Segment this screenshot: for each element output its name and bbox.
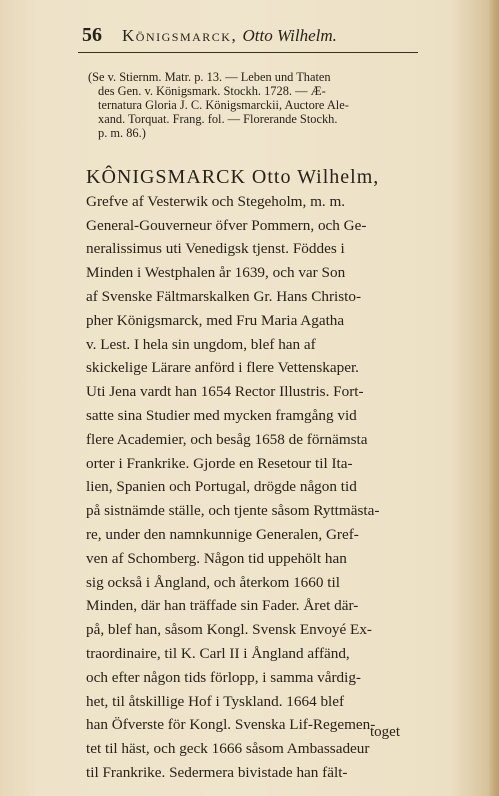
entry-line: ven af Schomberg. Någon tid uppehölt han: [86, 549, 347, 567]
entry-line: på, blef han, såsom Kongl. Svensk Envoyé Ex-: [86, 621, 372, 639]
entry-line: sig också i Ångland, och återkom 1660 til: [86, 573, 340, 591]
entry-line: flere Academier, och besåg 1658 de förnämsta: [86, 430, 368, 448]
entry-line: satte sina Studier med mycken framgång vid: [86, 406, 357, 424]
entry-heading: KÔNIGSMARCK Otto Wilhelm,: [86, 166, 380, 188]
entry-line: re, under den namnkunnige Generalen, Gref-: [86, 525, 359, 543]
note-line: ternatura Gloria J. C. Königsmarckii, Auctore Ale-: [98, 98, 349, 112]
entry-line: pher Königsmarck, med Fru Maria Agatha: [86, 311, 345, 329]
reference-note: [88, 70, 410, 140]
entry-line: han Öfverste för Kongl. Svenska Lif-Regemen-: [86, 716, 376, 734]
entry-line: General-Gouverneur öfver Pommern, och Ge-: [86, 216, 367, 234]
entry-line: til Frankrike. Sedermera bivistade han fält-: [86, 763, 348, 781]
page-header: [82, 22, 412, 50]
entry-line: v. Lest. I hela sin ungdom, blef han af: [86, 335, 316, 353]
note-line: p. m. 86.): [98, 126, 146, 140]
page-number: 56: [82, 24, 102, 46]
entry-line: och efter någon tids förlopp, i samma vårdig-: [86, 668, 361, 686]
running-title-given-names: Otto Wilhelm.: [242, 26, 337, 45]
entry-line: på sistnämde ställe, och tjente såsom Ryttmästa-: [86, 502, 380, 520]
entry-line: het, til åtskillige Hof i Tyskland. 1664 blef: [86, 692, 345, 710]
catchword: toget: [370, 724, 400, 740]
running-title-name: Königsmarck,: [122, 26, 238, 45]
entry-line: Minden, där han träffade sin Fader. Året där-: [86, 597, 359, 615]
entry-line: skickelige Lärare anförd i flere Vettenskaper.: [86, 359, 359, 377]
page-edge: [489, 0, 499, 796]
entry-line: Uti Jena vardt han 1654 Rector Illustris. Fort-: [86, 383, 364, 401]
note-line: des Gen. v. Königsmark. Stockh. 1728. — Æ-: [98, 84, 326, 98]
note-line: (Se v. Stiernm. Matr. p. 13. — Leben und Thaten: [88, 70, 331, 84]
entry-line: Minden i Westphalen år 1639, och var Son: [86, 264, 346, 282]
running-title: [122, 26, 337, 46]
entry-line: af Svenske Fältmarskalken Gr. Hans Christo-: [86, 287, 362, 305]
entry-line: neralissimus uti Venedigsk tjenst. Föddes i: [86, 240, 345, 258]
entry-line: lien, Spanien och Portugal, drögde någon tid: [86, 478, 357, 496]
header-rule: [78, 52, 418, 53]
entry-line: tet til häst, och geck 1666 såsom Ambassadeur: [86, 740, 370, 758]
note-line: xand. Torquat. Frang. fol. — Florerande Stockh.: [98, 112, 338, 126]
entry-line: Grefve af Vesterwik och Stegeholm, m. m.: [86, 192, 346, 210]
entry-text: [86, 166, 418, 785]
entry-line: orter i Frankrike. Gjorde en Resetour til Ita-: [86, 454, 353, 472]
entry-line: traordinaire, til K. Carl II i Ångland affänd,: [86, 644, 350, 662]
